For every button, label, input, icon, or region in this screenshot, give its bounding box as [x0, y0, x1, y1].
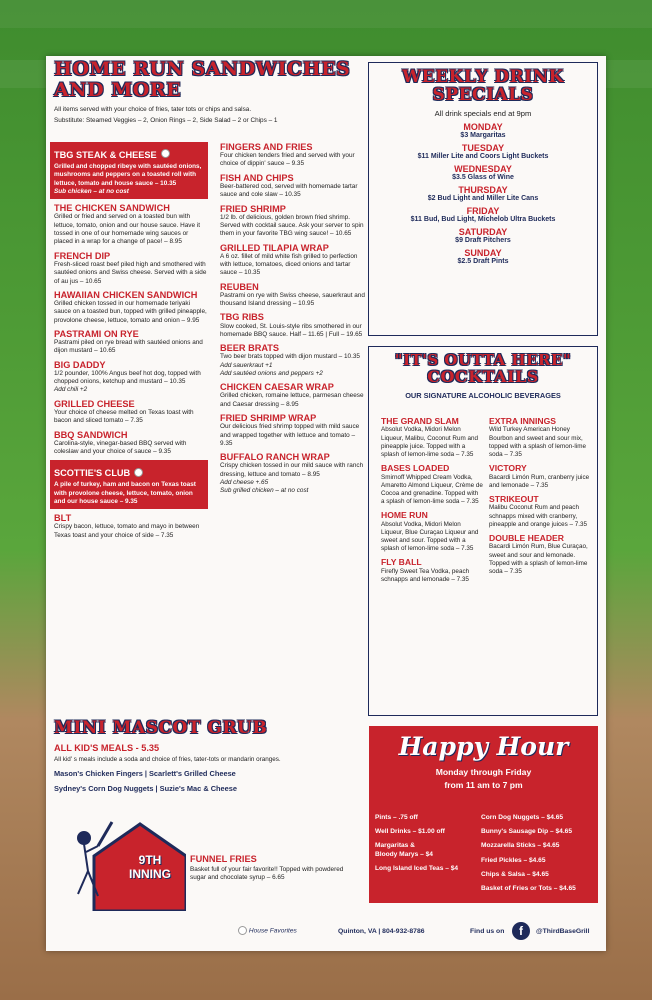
cocktail-desc: Wild Turkey American Honey Bourbon and sweet and sour mix, topped with a splash of lemon-lime soda – 7.35	[489, 426, 586, 458]
menu-item	[54, 399, 208, 426]
menu-item-title: SCOTTIE'S CLUB	[54, 468, 131, 479]
menu-item-extra: Sub chicken – at no cost	[54, 187, 129, 195]
badge-line-2: INNING	[129, 866, 171, 881]
menu-item-desc: Two beer brats topped with dijon mustard – 10.35	[220, 353, 360, 361]
drink-deal-label: $3 Margaritas	[460, 132, 506, 139]
funnel-fries-title: FUNNEL FRIES	[190, 854, 257, 864]
menu-item-title: HAWAIIAN CHICKEN SANDWICH	[54, 289, 198, 300]
happy-hour-item: Corn Dog Nuggets – $4.65	[481, 814, 564, 821]
cocktail-title: EXTRA INNINGS	[489, 416, 557, 426]
cocktail-item	[381, 464, 483, 506]
cocktail-title: FLY BALL	[381, 557, 422, 568]
happy-hour-item: Long Island Iced Teas – $4	[375, 864, 459, 872]
baseball-icon	[161, 149, 170, 158]
menu-item-title: GRILLED CHEESE	[54, 398, 135, 409]
drink-special	[369, 206, 597, 223]
cocktails-column-left	[381, 413, 483, 589]
menu-item-title: TBG STEAK & CHEESE	[54, 150, 157, 160]
menu-item	[220, 312, 366, 339]
cocktail-title: HOME RUN	[381, 510, 428, 521]
drink-deal-label: $2 Bud Light and Miller Lite Cans	[427, 195, 539, 202]
baseball-icon	[238, 926, 247, 935]
menu-item	[54, 329, 208, 356]
menu-item	[54, 203, 208, 246]
drink-specials-subtitle: All drink specials end at 9pm	[434, 109, 532, 118]
cocktail-title: STRIKEOUT	[489, 493, 539, 504]
menu-item-desc: A 6 oz. fillet of mild white fish grilled to perfection with lettuce, tomatoes, diced onions and tartar sauce – 10.35	[220, 252, 358, 277]
drink-special	[369, 227, 597, 244]
drink-day-label: THURSDAY	[458, 185, 508, 195]
drink-day-label: FRIDAY	[466, 206, 500, 216]
drink-special	[369, 122, 597, 139]
cocktail-desc: Bacardi Limón Rum, Blue Curaçao, sweet and sour and lemonade. Topped with a splash of lemon-lime soda – 7.35	[489, 543, 588, 575]
page-subtitle: AND MORE	[54, 79, 182, 101]
menu-item	[220, 343, 366, 378]
happy-hour-item: Basket of Fries or Tots – $4.65	[481, 885, 576, 893]
menu-item-title: FINGERS AND FRIES	[220, 142, 313, 152]
menu-item-desc: Crispy bacon, lettuce, tomato and mayo in between Texas toast and your choice of side – 7.35	[54, 523, 200, 539]
menu-item-title: CHICKEN CAESAR WRAP	[220, 382, 334, 393]
cocktail-item	[381, 558, 483, 584]
kids-note: All kid' s meals include a soda and choice of fries, tater-tots or mandarin oranges.	[54, 756, 281, 763]
menu-item	[54, 513, 208, 540]
menu-item-desc: Our delicious fried shrimp topped with mild sauce and wrapped together with lettuce and tomato – 9.35	[220, 423, 360, 447]
happy-hour-item: Well Drinks – $1.00 off	[375, 828, 445, 836]
menu-item	[54, 290, 208, 325]
happy-hour-item: Mozzarella Sticks – $4.65	[481, 842, 560, 850]
menu-item-desc: 1/2 pounder, 100% Angus beef hot dog, topped with chopped onions, ketchup and mustard – 10.35	[54, 369, 201, 386]
menu-item-title: PASTRAMI ON RYE	[54, 328, 139, 339]
menu-item-title: FRIED SHRIMP WRAP	[220, 413, 317, 424]
menu-item-desc: Grilled chicken tossed in our homemade teriyaki sauce on a toasted bun, topped with grilled pineapple, provolone cheese, lettuce, tomato and onion – 9.95	[54, 299, 207, 324]
menu-item-desc: Carolina-style, vinegar-based BBQ served with coleslaw and your choice of sauce – 9.35	[54, 439, 187, 455]
kids-section	[54, 720, 354, 793]
sandwich-column-right	[220, 138, 366, 496]
drink-deal-label: $9 Draft Pitchers	[455, 237, 511, 244]
baseball-icon	[134, 468, 143, 477]
menu-item-title: GRILLED TILAPIA WRAP	[220, 242, 329, 253]
kids-subtitle: ALL KID'S MEALS - 5.35	[54, 743, 160, 753]
happy-hour-food	[481, 814, 595, 899]
cocktail-desc: Absolut Vodka, Midori Melon Liqueur, Blue Curaçao Liqueur and sweet and sour. Topped with a splash of lemon-lime soda – 7.35	[381, 520, 479, 553]
kids-title: MINI MASCOT GRUB	[54, 718, 268, 738]
drink-days-list	[369, 122, 597, 265]
drink-special	[369, 164, 597, 181]
menu-item-desc: A pile of turkey, ham and bacon on Texas toast with provolone cheese, lettuce, tomato, onion and our house sauce – 9.35	[54, 481, 196, 505]
cocktail-item	[381, 511, 483, 553]
drink-specials-box	[368, 62, 598, 336]
cocktails-title-2: COCKTAILS	[427, 367, 539, 386]
cocktail-title: DOUBLE HEADER	[489, 532, 564, 543]
menu-item-desc: Fresh-sliced roast beef piled high and smothered with sautéed onions and Swiss cheese. Served with a side of au jus – 10.65	[54, 260, 207, 285]
menu-item-desc: Grilled or fried and served on a toasted bun with lettuce, tomato, onion and our house sauce. Have it tossed in one of our homemade wing sauces or placed in a wrap for a change of pace! – 8.95	[54, 213, 201, 246]
menu-item	[220, 204, 366, 239]
happy-hour-item: Margaritas & Bloody Marys – $4	[375, 842, 433, 858]
find-us-label: Find us on	[470, 928, 505, 935]
happy-hour-days: Monday through Friday	[435, 767, 532, 777]
menu-item	[54, 251, 208, 286]
menu-item-title: TBG RIBS	[220, 312, 264, 323]
happy-hour-item: Chips & Salsa – $4.65	[481, 870, 549, 878]
cocktail-item	[489, 534, 591, 576]
badge-line-1: 9TH	[138, 853, 162, 867]
kids-meals-line-2: Sydney's Corn Dog Nuggets | Suzie's Mac & Cheese	[54, 784, 238, 793]
cocktails-title: "IT'S OUTTA HERE"	[394, 351, 572, 369]
menu-item-desc: Four chicken tenders fried and served with your choice of dippin' sauce – 9.35	[220, 152, 355, 168]
address: Quinton, VA | 804-932-8786	[338, 928, 425, 935]
happy-hour-times: from 11 am to 7 pm	[444, 780, 523, 790]
menu-item	[54, 430, 208, 457]
menu-item	[220, 243, 366, 278]
menu-item-title: BUFFALO RANCH WRAP	[220, 452, 330, 463]
menu-item-desc: 1/2 lb. of delicious, golden brown fried shrimp. Served with cocktail sauce. Ask your server to spin them in your favorite TBG wing sauce! – 10.65	[220, 213, 364, 238]
happy-hour-item: Pints – .75 off	[375, 814, 418, 821]
drink-day-label: WEDNESDAY	[454, 164, 512, 174]
cocktail-desc: Smirnoff Whipped Cream Vodka, Amaretto Almond Liqueur, Crème de Cocoa and grenadine. Topped with a splash of lemon-lime soda – 7.35	[381, 473, 483, 506]
menu-item-title: REUBEN	[220, 281, 259, 292]
menu-item-extra: Add sauerkraut +1	[220, 361, 273, 369]
house-favorites-label: House Favorites	[248, 927, 297, 935]
drink-day-label: MONDAY	[463, 122, 503, 132]
page-title: HOME RUN SANDWICHES	[54, 58, 351, 80]
happy-hour-item: Bunny's Sausage Dip – $4.65	[481, 828, 572, 836]
cocktail-desc: Absolut Vodka, Midori Melon Liqueur, Malibu, Coconut Rum and pineapple juice. Topped with a splash of lemon-lime soda – 7.35	[381, 426, 478, 458]
cocktail-title: BASES LOADED	[381, 463, 450, 474]
menu-item-extra: Sub grilled chicken – at no cost	[220, 487, 309, 495]
cocktail-desc: Bacardi Limón Rum, cranberry juice and lemonade – 7.35	[489, 473, 590, 489]
happy-hour-box	[369, 726, 598, 903]
menu-item-title: BIG DADDY	[54, 359, 106, 370]
menu-item	[220, 142, 366, 169]
drink-day-label: SATURDAY	[458, 227, 508, 237]
cocktails-column-right	[489, 413, 591, 581]
facebook-icon[interactable]: f	[512, 922, 530, 940]
menu-item-desc: Your choice of cheese melted on Texas toast with bacon and sliced tomato – 7.35	[54, 408, 194, 425]
menu-item-desc: Slow cooked, St. Louis-style ribs smothered in our homemade BBQ sauce. Half – 11.65 | Full – 19.65	[220, 322, 363, 338]
menu-page	[46, 56, 606, 951]
drink-specials-title: WEEKLY DRINK	[402, 67, 564, 87]
ninth-inning-badge	[66, 816, 186, 911]
happy-hour-title: Happy Hour	[398, 732, 569, 761]
menu-item	[220, 382, 366, 409]
cocktails-box	[368, 346, 598, 716]
drink-deal-label: $2.5 Draft Pints	[457, 258, 509, 265]
cocktail-item	[381, 417, 483, 459]
sandwiches-header	[54, 60, 364, 124]
social-handle[interactable]: @ThirdBaseGrill	[536, 928, 590, 935]
menu-item	[50, 460, 208, 509]
cocktail-title: THE GRAND SLAM	[381, 416, 459, 426]
menu-item	[220, 413, 366, 448]
menu-item-extra: Add cheese +.65	[220, 478, 269, 486]
kids-meals-line-1: Mason's Chicken Fingers | Scarlett's Grilled Cheese	[54, 769, 236, 778]
menu-item-desc: Crispy chicken tossed in our mild sauce with ranch dressing, lettuce and tomato – 8.95	[220, 462, 364, 478]
menu-item-extra: Add chili +2	[54, 386, 88, 394]
menu-item-title: FRIED SHRIMP	[220, 203, 286, 214]
cocktail-item	[489, 495, 591, 529]
drink-special	[369, 248, 597, 265]
cocktail-item	[489, 417, 591, 459]
menu-item-title: BBQ SANDWICH	[54, 429, 128, 440]
menu-item-title: BEER BRATS	[220, 343, 280, 354]
menu-item-title: BLT	[54, 513, 72, 524]
happy-hour-drinks	[375, 814, 479, 879]
cocktail-desc: Firefly Sweet Tea Vodka, peach schnapps and lemonade – 7.35	[381, 567, 470, 584]
drink-day-label: SUNDAY	[464, 248, 502, 258]
menu-item-title: FRENCH DIP	[54, 250, 111, 261]
happy-hour-item: Fried Pickles – $4.65	[481, 856, 546, 864]
badge-text	[122, 854, 178, 882]
cocktail-title: VICTORY	[489, 463, 527, 474]
menu-item	[220, 173, 366, 200]
menu-item-title: FISH AND CHIPS	[220, 172, 294, 183]
drink-deal-label: $11 Miller Lite and Coors Light Buckets	[417, 153, 549, 160]
menu-item	[50, 142, 208, 199]
menu-item	[220, 452, 366, 495]
funnel-fries-desc: Basket full of your fair favorite!! Topped with powdered sugar and chocolate syrup – 6.65	[190, 866, 344, 882]
cocktail-item	[489, 464, 591, 490]
menu-item-desc: Grilled chicken, romaine lettuce, parmesan cheese and Caesar dressing – 8.95	[220, 392, 364, 408]
drink-deal-label: $3.5 Glass of Wine	[452, 174, 514, 181]
drink-day-label: TUESDAY	[461, 143, 505, 153]
menu-item-desc: Pastrami piled on rye bread with sautéed onions and dijon mustard – 10.65	[54, 339, 203, 355]
menu-item	[220, 282, 366, 309]
cocktail-desc: Malibu Coconut Rum and peach schnapps mixed with cranberry, pineapple and orange juices – 7.35	[489, 504, 588, 528]
cocktails-subtitle: OUR SIGNATURE ALCOHOLIC BEVERAGES	[405, 391, 561, 400]
drink-deal-label: $11 Bud, Bud Light, Michelob Ultra Buckets	[410, 216, 556, 223]
funnel-fries	[190, 850, 350, 883]
drink-special	[369, 143, 597, 160]
menu-item-desc: Grilled and chopped ribeye with sautéed onions, mushrooms and peppers on a toasted roll with lettuce, tomato and house sauce – 10.35	[54, 163, 202, 187]
menu-item-extra: Add sautéed onions and peppers +2	[220, 370, 323, 378]
drink-specials-title-2: SPECIALS	[432, 85, 534, 105]
menu-item-title: THE CHICKEN SANDWICH	[54, 203, 170, 214]
sandwich-column-left	[54, 138, 208, 540]
house-favorites-legend	[238, 926, 297, 935]
menu-item	[54, 360, 208, 395]
footer	[46, 918, 606, 948]
substitute-note: Substitute: Steamed Veggies – 2, Onion Rings – 2, Side Salad – 2 or Chips – 1	[54, 117, 278, 124]
drink-special	[369, 185, 597, 202]
menu-item-desc: Pastrami on rye with Swiss cheese, sauerkraut and thousand Island dressing – 10.95	[220, 291, 365, 308]
sides-note: All items served with your choice of fries, tater tots or chips and salsa.	[54, 106, 252, 113]
menu-item-desc: Beer-battered cod, served with homemade tartar sauce and cole slaw – 10.35	[220, 182, 358, 199]
